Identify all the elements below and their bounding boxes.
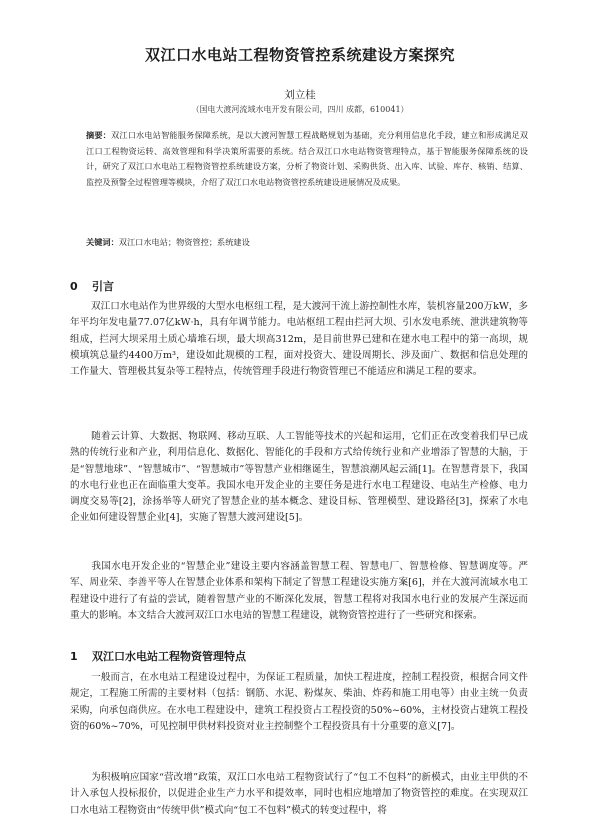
paper-title: 双江口水电站工程物资管控系统建设方案探究 (144, 46, 455, 64)
paragraph (70, 429, 528, 527)
paragraph-text: 为积极响应国家“营改增”政策，双江口水电站工程物资试行了“包工不包料”的新模式，由业主甲供的不计入承包人投标报价，以促进企业生产力水平和提效率，同时也相应地增加了物资管控的难度。在实现双江口水电站工程物资由“传统甲供”模式向“包工不包料”模式的转变过程中，将 (70, 772, 528, 816)
abstract (86, 128, 528, 190)
paragraph-text: 一般而言，在水电站工程建设过程中，为保证工程质量，加快工程进度，控制工程投资，根据合同文件规定，工程施工所需的主要材料（包括：钢筋、水泥、粉煤灰、柴油、炸药和施工用电等）由业主统一负责采购，向承包商供应。在水电工程建设中，建筑工程投资占工程投资的50%~60%，主材投资占建筑工程投资的60%~70%，可见控制甲供材料投资对业主控制整个工程投资具有十分重要的意义[7]。 (70, 672, 528, 732)
section-heading-intro (70, 278, 114, 294)
abstract-label: 摘要： (86, 130, 112, 140)
keywords-label: 关键词： (86, 237, 119, 247)
paragraph-text: 双江口水电站作为世界级的大型水电枢纽工程，是大渡河干流上游控制性水库，装机容量200万kW，多年平均年发电量77.07亿kW·h，具有年调节能力。电站枢纽工程由拦河大坝、引水发电系统、泄洪建筑物等组成，拦河大坝采用土质心墙堆石坝，最大坝高312m，是目前世界已建和在建水电工程中的第一高坝，规模填筑总量约4400万m³，建设如此规模的工程，面对投资大、建设周期长、涉及面广、数据和信息处理的工作量大、管理极其复杂等工程特点，传统管理手段进行物资管理已不能适应和满足工程的要求。 (70, 301, 528, 378)
paragraph (70, 299, 528, 380)
section-number: 1 (70, 650, 78, 663)
author-affiliation: （国电大渡河流域水电开发有限公司，四川 成都，610041） (191, 105, 409, 114)
paragraph (70, 770, 528, 819)
paragraph-text: 我国水电开发企业的“智慧企业”建设主要内容涵盖智慧工程、智慧电厂、智慧检修、智慧调度等。严军、周业荣、李善平等人在智慧企业体系和架构下制定了智慧工程建设实施方案[6]，并在大渡河流域水电工程建设中进行了有益的尝试，随着智慧产业的不断深化发展，智慧工程将对我国水电行业的发展产生深远而重大的影响。本文结合大渡河双江口水电站的智慧工程建设，就物资管控进行了一些研究和探索。 (70, 561, 528, 621)
abstract-text: 双江口水电站智能服务保障系统，是以大渡河智慧工程战略规划为基础，充分利用信息化手段，建立和形成满足双江口工程物资运转、高效管理和科学决策所需要的系统。结合双江口水电站物资管理特点，基于智能服务保障系统的设计，研究了双江口水电站工程物资管控系统建设方案，分析了物资计划、采购供货、出入库、试验、库存、核销、结算、监控及预警全过程管理等模块，介绍了双江口水电站物资管控系统建设进展情况及成果。 (86, 130, 528, 187)
section-title: 双江口水电站工程物资管理特点 (92, 650, 246, 663)
section-number: 0 (70, 280, 78, 293)
paragraph-text: 随着云计算、大数据、物联网、移动互联、人工智能等技术的兴起和运用，它们正在改变着我们早已成熟的传统行业和产业，利用信息化、数据化、智能化的手段和方式给传统行业和产业增添了智慧的大脑，于是“智慧地球”、“智慧城市”、“智慧城市”等智慧产业相继诞生，智慧浪潮风起云涌[1]。在智慧背景下，我国的水电行业也正在面临重大变革。我国水电开发企业的主要任务是进行水电工程建设、电站生产检修、电力调度交易等[2]，涂扬举等人研究了智慧企业的基本概念、建设目标、管理模型、建设路径[3]，探索了水电企业如何建设智慧企业[4]，实施了智慧大渡河建设[5]。 (70, 431, 528, 524)
paragraph (70, 559, 528, 624)
keywords (86, 237, 528, 248)
author-name: 刘立桂 (284, 89, 316, 101)
section-heading-characteristics (70, 648, 246, 664)
keywords-text: 双江口水电站；物资管控；系统建设 (118, 237, 250, 247)
paragraph (70, 670, 528, 735)
section-title: 引言 (92, 280, 114, 293)
